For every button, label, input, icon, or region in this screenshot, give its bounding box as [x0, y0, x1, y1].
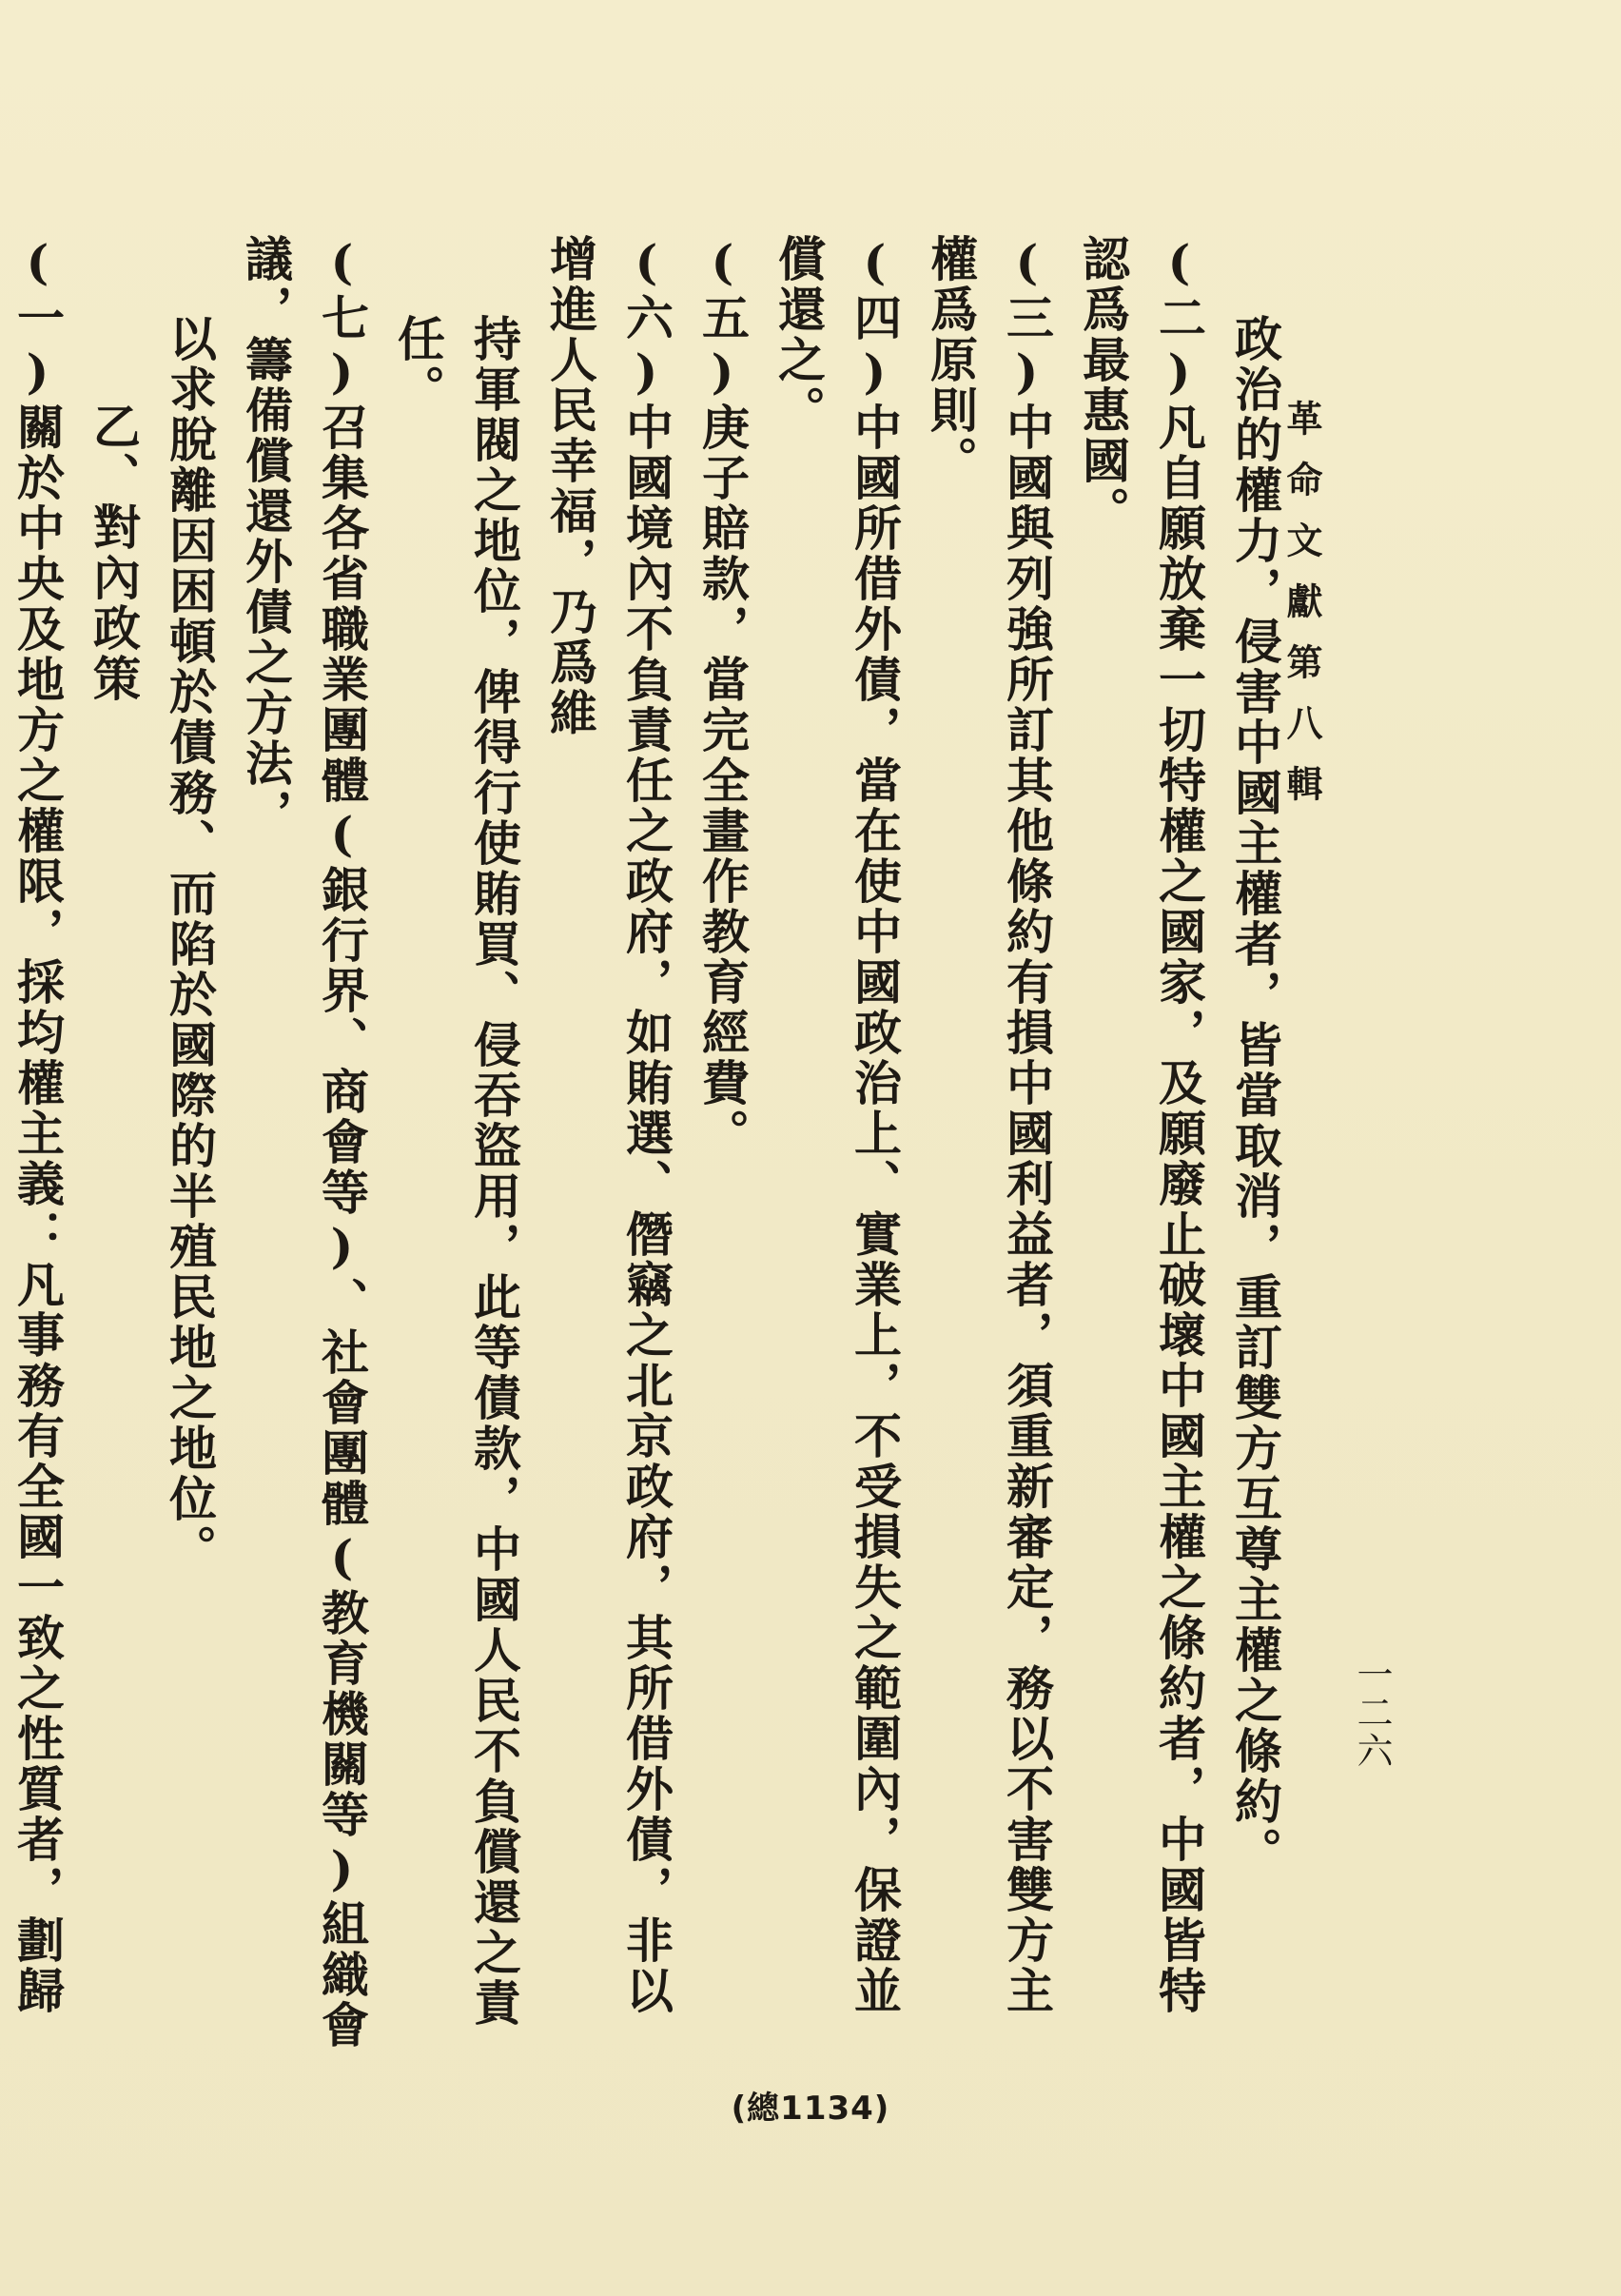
text-column: (七)召集各省職業團體(銀行界、商會等)、社會團體(教育機關等)組織會議，籌備償還外債之方法， — [238, 234, 370, 2051]
page-number: 一二六 — [1351, 1656, 1393, 1770]
text-column: (二)凡自願放棄一切特權之國家，及願廢止破壞中國主權之條約者，中國皆特認爲最惠國。 — [1075, 234, 1207, 2016]
text-column: (六)中國境內不負責任之政府，如賄選、僭竊之北京政府，其所借外債，非以增進人民幸福，乃爲維 — [542, 234, 674, 2016]
text-column: (四)中國所借外債，當在使中國政治上、實業上，不受損失之範圍內，保證並償還之。 — [771, 234, 903, 2016]
text-column: (三)中國與列強所訂其他條約有損中國利益者，須重新審定，務以不害雙方主權爲原則。 — [923, 234, 1055, 2016]
section-heading: 乙、對內政策 — [86, 402, 142, 704]
vertical-body-text — [0, 234, 1293, 2061]
text-column: 以求脫離因困頓於債務、而陷於國際的半殖民地之地位。 — [162, 314, 218, 1575]
book-title: 革命文獻第八輯 — [1280, 400, 1323, 826]
text-column: (一)關於中央及地方之權限，採均權主義：凡事務有全國一致之性質者，劃歸 — [10, 234, 66, 2016]
text-column: 政治的權力，侵害中國主權者，皆當取消，重訂雙方互尊主權之條約。 — [1227, 314, 1283, 1877]
text-column: 持軍閥之地位，俾得行使賄買、侵吞盜用，此等債款，中國人民不負償還之責任。 — [390, 314, 522, 2029]
text-column: (五)庚子賠款，當完全畫作教育經費。 — [694, 234, 751, 1159]
total-page-marker: (總1134) — [731, 2090, 890, 2128]
